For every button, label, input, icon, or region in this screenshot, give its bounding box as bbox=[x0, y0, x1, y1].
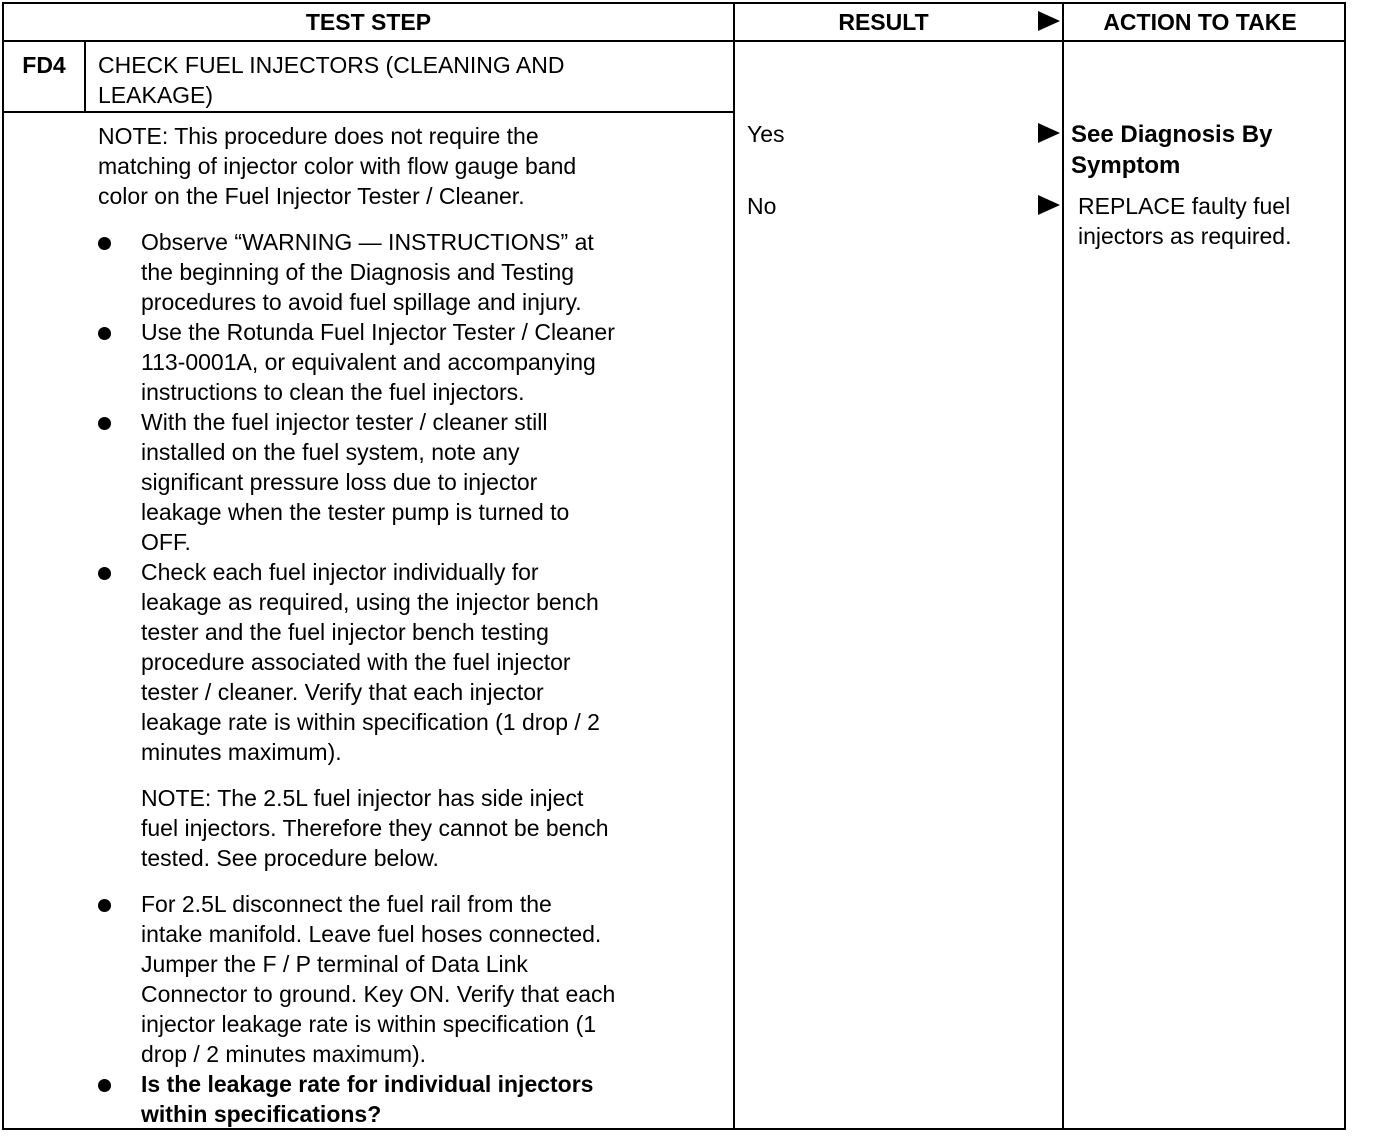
action-no: REPLACE faulty fuel injectors as required. bbox=[1078, 193, 1292, 249]
bullet-icon bbox=[98, 567, 111, 580]
result-arrow-icon bbox=[1038, 123, 1060, 143]
bullet-icon bbox=[98, 327, 111, 340]
bullet-icon bbox=[98, 1079, 111, 1092]
header-arrow-icon bbox=[1038, 11, 1060, 31]
step-bullet: With the fuel injector tester / cleaner still installed on the fuel system, note any significant pressure loss due to injector leakage when the tester pump is turned to OFF. bbox=[141, 409, 570, 555]
step-title-bottom-border bbox=[2, 111, 735, 113]
step-note: NOTE: The 2.5L fuel injector has side inject fuel injectors. Therefore they cannot be bench tested. See procedure below. bbox=[141, 785, 609, 871]
table-top-border bbox=[2, 2, 1346, 4]
header-test-step: TEST STEP bbox=[305, 9, 432, 35]
step-id-divider bbox=[84, 40, 86, 112]
column-divider-result bbox=[733, 2, 735, 1130]
header-bottom-border bbox=[2, 40, 1346, 42]
step-question: Is the leakage rate for individual injectors within specifications? bbox=[141, 1071, 594, 1127]
step-id: FD4 bbox=[22, 52, 66, 78]
result-arrow-icon bbox=[1038, 195, 1060, 215]
header-action-to-take: ACTION TO TAKE bbox=[1103, 9, 1297, 35]
bullet-icon bbox=[98, 899, 111, 912]
step-note: NOTE: This procedure does not require the matching of injector color with flow gauge band color on the Fuel Injector Tester / Cleaner. bbox=[98, 123, 577, 209]
action-yes: See Diagnosis By Symptom bbox=[1071, 121, 1273, 179]
bullet-icon bbox=[98, 237, 111, 250]
result-yes: Yes bbox=[747, 121, 785, 147]
step-bullet: Observe “WARNING — INSTRUCTIONS” at the beginning of the Diagnosis and Testing procedures to avoid fuel spillage and injury. bbox=[141, 229, 594, 315]
result-no: No bbox=[747, 193, 777, 219]
header-result: RESULT bbox=[838, 9, 929, 35]
bullet-icon bbox=[98, 417, 111, 430]
step-bullet: Check each fuel injector individually for leakage as required, using the injector bench tester and the fuel injector bench testing procedure associated with the fuel injector tester / cleaner. Verify that each injector leakage rate is within specification (1 drop / 2 minutes maximum). bbox=[141, 559, 600, 765]
step-title: CHECK FUEL INJECTORS (CLEANING AND LEAKAGE) bbox=[98, 52, 565, 108]
step-bullet: For 2.5L disconnect the fuel rail from the intake manifold. Leave fuel hoses connected. Jumper the F / P terminal of Data Link Connector to ground. Key ON. Verify that each injector leakage rate is within specification (1 drop / 2 minutes maximum). bbox=[141, 891, 616, 1067]
column-divider-action bbox=[1062, 2, 1064, 1130]
step-bullet: Use the Rotunda Fuel Injector Tester / Cleaner 113-0001A, or equivalent and accompanying instructions to clean the fuel injectors. bbox=[141, 319, 615, 405]
